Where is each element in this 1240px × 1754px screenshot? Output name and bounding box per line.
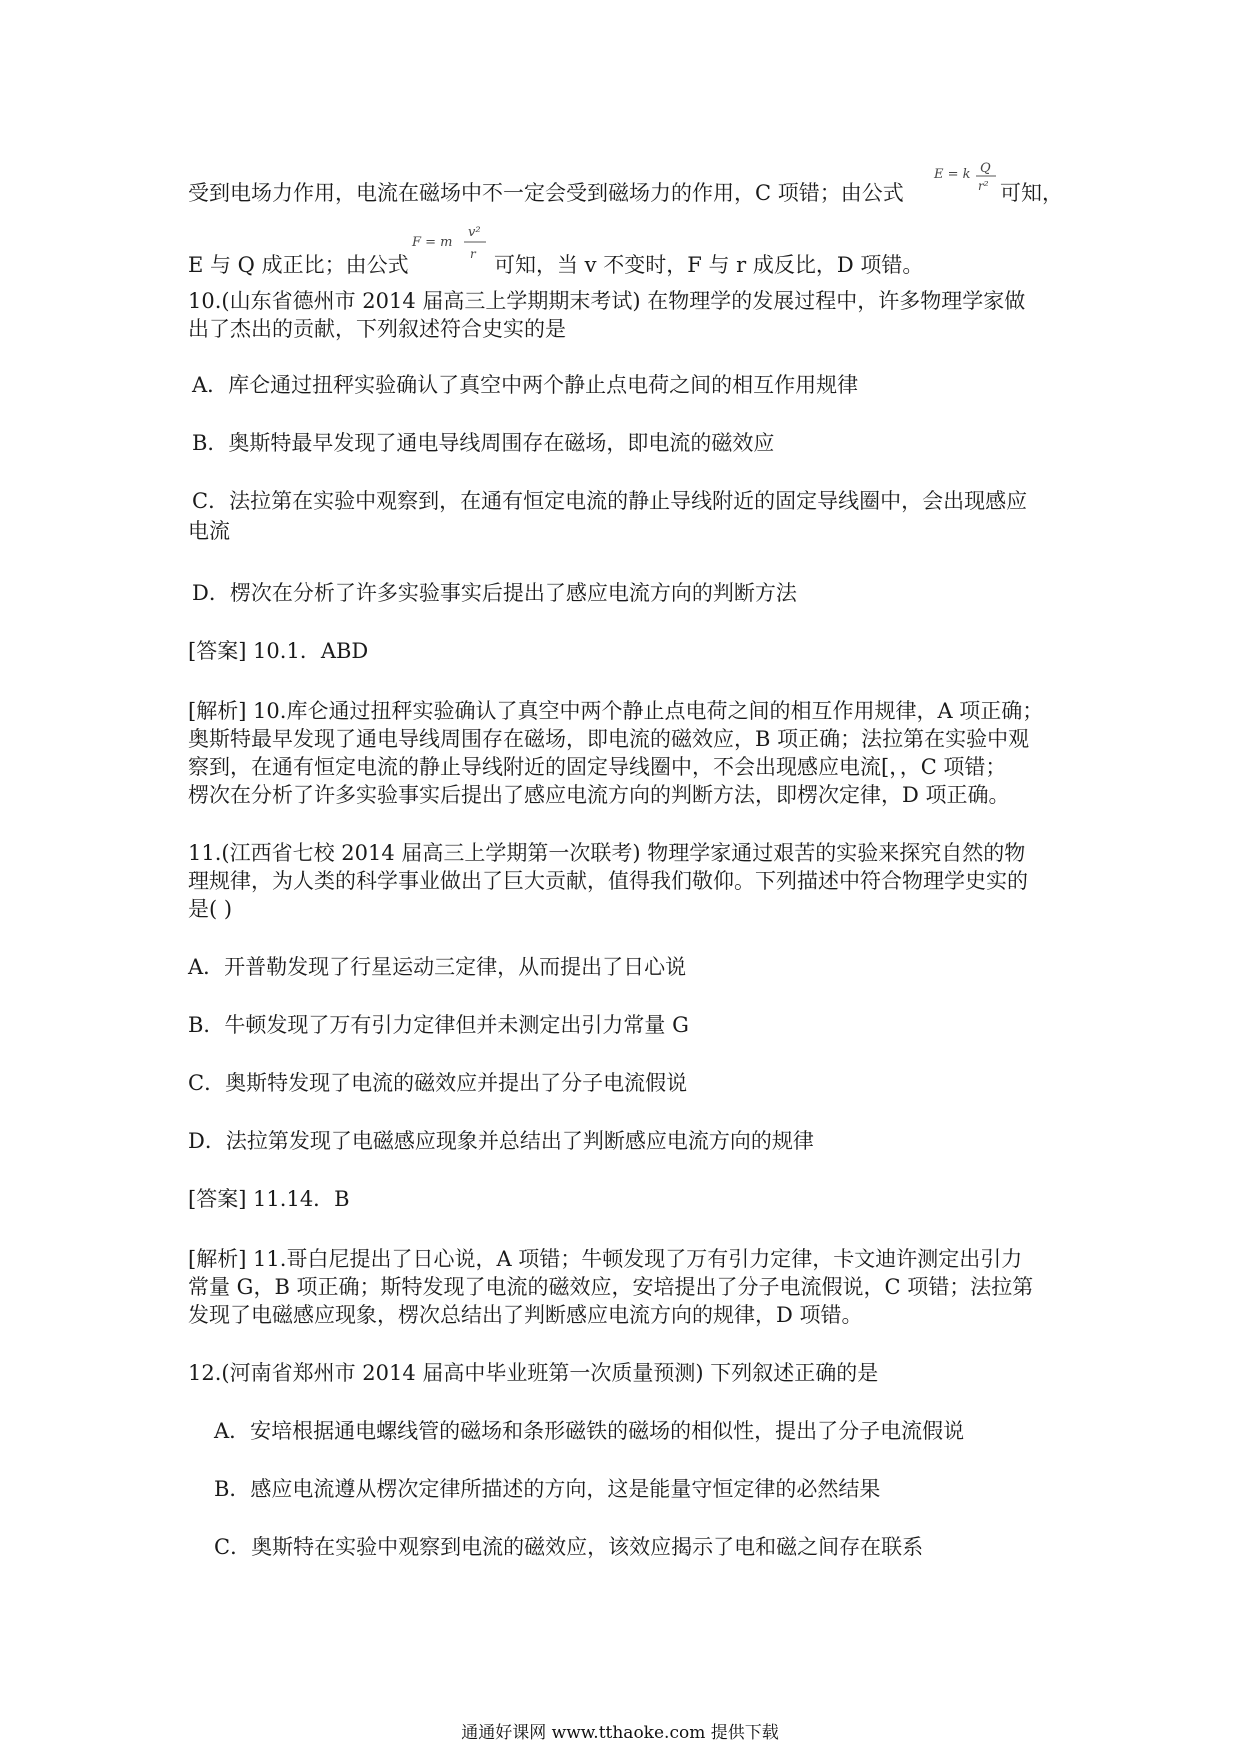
question-10-option-a: A．库仑通过扭秤实验确认了真空中两个静止点电荷之间的相互作用规律	[192, 373, 859, 397]
question-10-stem: 10.(山东省德州市 2014 届高三上学期期末考试) 在物理学的发展过程中，许多物理学家做	[188, 289, 1026, 313]
explanation-11: 发现了电磁感应现象，楞次总结出了判断感应电流方向的规律，D 项错。	[188, 1303, 863, 1327]
question-10-option-b: B．奥斯特最早发现了通电导线周围存在磁场，即电流的磁效应	[192, 431, 775, 455]
text-segment: E 与 Q 成正比；由公式	[188, 253, 409, 277]
answer-10: [答案] 10.1．ABD	[188, 639, 369, 663]
explanation-10: 楞次在分析了许多实验事实后提出了感应电流方向的判断方法，即楞次定律，D 项正确。	[188, 783, 1010, 807]
text-line	[188, 178, 904, 208]
explanation-11: [解析] 11.哥白尼提出了日心说，A 项错；牛顿发现了万有引力定律，卡文迪许测定出引力	[188, 1247, 1023, 1271]
page-footer: 通通好课网 www.tthaoke.com 提供下载	[461, 1723, 779, 1743]
text-line	[494, 250, 923, 280]
question-11-stem: 是( )	[188, 897, 233, 921]
question-10-option-d: D．楞次在分析了许多实验事实后提出了感应电流方向的判断方法	[192, 581, 797, 605]
question-10-option-c: C．法拉第在实验中观察到，在通有恒定电流的静止导线附近的固定导线圈中，会出现感应	[192, 489, 1028, 513]
question-11-option-c: C．奥斯特发现了电流的磁效应并提出了分子电流假说	[188, 1071, 688, 1095]
svg-text:v²: v²	[468, 225, 481, 240]
explanation-10: [解析] 10.库仑通过扭秤实验确认了真空中两个静止点电荷之间的相互作用规律，A 项正确；	[188, 699, 1044, 723]
question-12-option-a: A．安培根据通电螺线管的磁场和条形磁铁的磁场的相似性，提出了分子电流假说	[214, 1419, 965, 1443]
svg-text:Q: Q	[980, 161, 991, 176]
text-line	[188, 250, 409, 280]
question-11-option-d: D．法拉第发现了电磁感应现象并总结出了判断感应电流方向的规律	[188, 1129, 814, 1153]
answer-11: [答案] 11.14．B	[188, 1187, 350, 1211]
text-segment: 受到电场力作用，电流在磁场中不一定会受到磁场力的作用，C 项错；由公式	[188, 181, 904, 205]
text-segment: 可知，当 v 不变时，F 与 r 成反比，D 项错。	[494, 253, 924, 277]
text-segment: 可知，	[1000, 181, 1063, 205]
question-11-option-b: B．牛顿发现了万有引力定律但并未测定出引力常量 G	[188, 1013, 689, 1037]
svg-text:r²: r²	[978, 179, 989, 193]
question-12-option-c: C．奥斯特在实验中观察到电流的磁效应，该效应揭示了电和磁之间存在联系	[214, 1535, 924, 1559]
svg-text:r: r	[470, 247, 476, 261]
svg-text:E = k: E = k	[934, 167, 971, 182]
question-11-stem: 理规律，为人类的科学事业做出了巨大贡献，值得我们敬仰。下列描述中符合物理学史实的	[188, 869, 1028, 893]
explanation-10: 察到，在通有恒定电流的静止导线附近的固定导线圈中，不会出现感应电流[，，C 项错；	[188, 755, 1007, 779]
explanation-11: 常量 G，B 项正确；斯特发现了电流的磁效应，安培提出了分子电流假说，C 项错；法拉第	[188, 1275, 1034, 1299]
question-12-stem: 12.(河南省郑州市 2014 届高中毕业班第一次质量预测) 下列叙述正确的是	[188, 1361, 879, 1385]
text-line	[1000, 178, 1063, 208]
question-10-option-c: 电流	[188, 519, 230, 543]
question-10-stem: 出了杰出的贡献，下列叙述符合史实的是	[188, 317, 566, 341]
question-12-option-b: B．感应电流遵从楞次定律所描述的方向，这是能量守恒定律的必然结果	[214, 1477, 881, 1501]
explanation-10: 奥斯特最早发现了通电导线周围存在磁场，即电流的磁效应，B 项正确；法拉第在实验中观	[188, 727, 1030, 751]
coulomb-formula-image	[932, 160, 1004, 202]
question-11-stem: 11.(江西省七校 2014 届高三上学期第一次联考) 物理学家通过艰苦的实验来探究自然的物	[188, 841, 1026, 865]
svg-text:F = m: F = m	[412, 235, 453, 250]
centripetal-formula-image	[410, 220, 494, 268]
question-11-option-a: A．开普勒发现了行星运动三定律，从而提出了日心说	[188, 955, 687, 979]
